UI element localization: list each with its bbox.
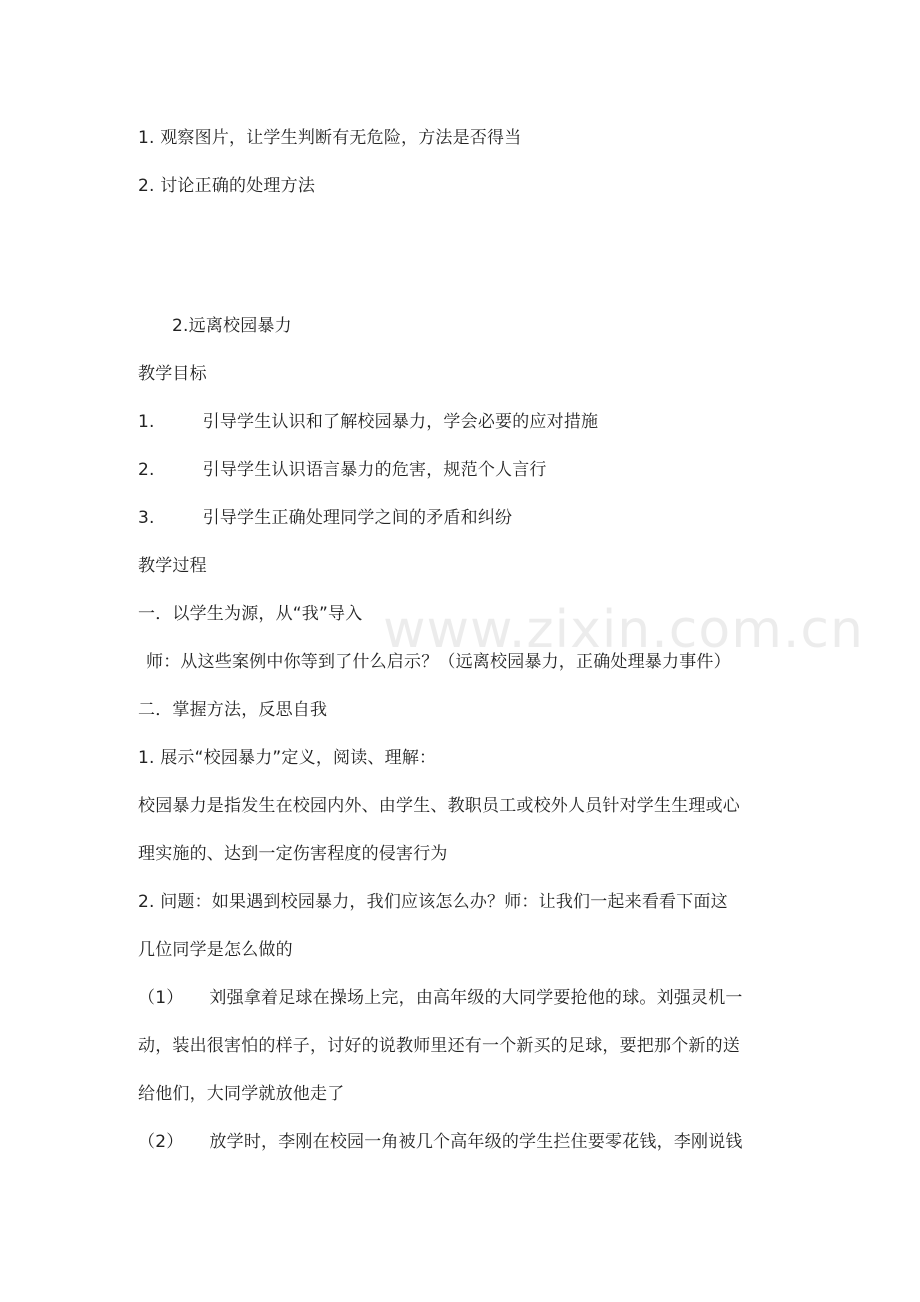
case-text: 刘强拿着足球在操场上完，由高年级的大同学要抢他的球。刘强灵机一 (209, 988, 743, 1008)
list-item (138, 458, 547, 482)
watermark: www.zixin.com.cn (383, 600, 864, 660)
teacher-line: 师：从这些案例中你等到了什么启示？（远离校园暴力，正确处理暴力事件） (146, 652, 731, 672)
case-number: （1） (138, 988, 184, 1008)
case-item (138, 986, 743, 1010)
list-number: 1. (138, 412, 155, 432)
step-heading: 二．掌握方法，反思自我 (138, 700, 328, 720)
goals-heading: 教学目标 (138, 364, 207, 384)
paragraph-line: 给他们，大同学就放他走了 (138, 1084, 345, 1104)
paragraph-line: 2. 问题：如果遇到校园暴力，我们应该怎么办？师：让我们一起来看看下面这 (138, 892, 728, 912)
list-number: 2. (138, 460, 155, 480)
case-number: （2） (138, 1132, 184, 1152)
list-text: 引导学生认识语言暴力的危害，规范个人言行 (202, 460, 547, 480)
list-number: 3. (138, 508, 155, 528)
paragraph-line: 动，装出很害怕的样子，讨好的说教师里还有一个新买的足球，要把那个新的送 (138, 1036, 740, 1056)
list-item: 1. 观察图片，让学生判断有无危险，方法是否得当 (138, 128, 522, 148)
process-heading: 教学过程 (138, 556, 207, 576)
list-text: 引导学生正确处理同学之间的矛盾和纠纷 (202, 508, 513, 528)
list-item (138, 410, 598, 434)
case-item (138, 1130, 743, 1154)
list-item (138, 506, 512, 530)
paragraph-line: 几位同学是怎么做的 (138, 940, 293, 960)
section-title: 2.远离校园暴力 (172, 316, 292, 336)
step-heading: 一．以学生为源，从“我”导入 (138, 604, 363, 624)
paragraph-line: 理实施的、达到一定伤害程度的侵害行为 (138, 844, 448, 864)
list-item: 2. 讨论正确的处理方法 (138, 176, 316, 196)
list-text: 引导学生认识和了解校园暴力，学会必要的应对措施 (202, 412, 599, 432)
case-text: 放学时，李刚在校园一角被几个高年级的学生拦住要零花钱，李刚说钱 (209, 1132, 743, 1152)
list-item: 1. 展示“校园暴力”定义，阅读、理解： (138, 748, 437, 768)
paragraph-line: 校园暴力是指发生在校园内外、由学生、教职员工或校外人员针对学生生理或心 (138, 796, 740, 816)
